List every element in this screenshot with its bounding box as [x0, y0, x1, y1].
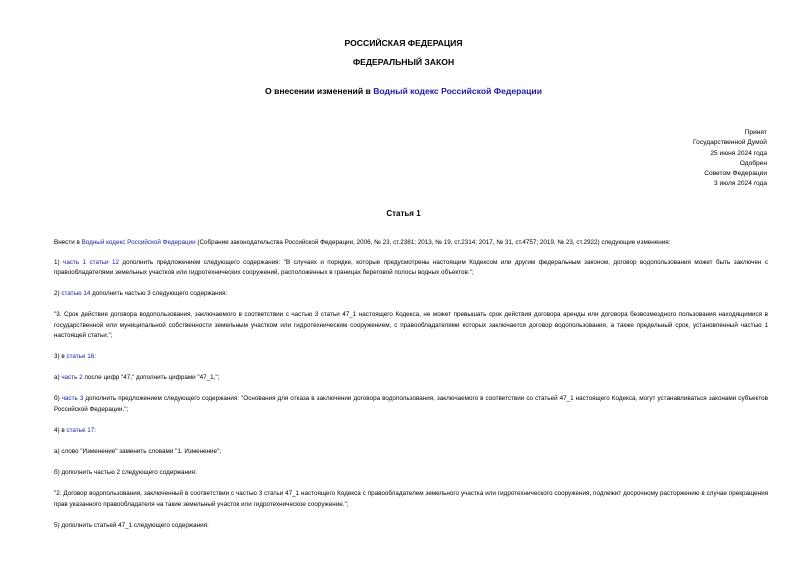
intro-prefix: Внести в	[54, 239, 82, 246]
approved-label: Одобрен	[739, 159, 767, 167]
adopted-date: 25 июня 2024 года	[710, 149, 767, 157]
item-3-colon: :	[94, 352, 96, 360]
adopted-by: Государственной Думой	[693, 139, 767, 147]
adoption-info	[693, 128, 767, 190]
article-heading: Статья 1	[386, 209, 421, 218]
item-2	[54, 289, 768, 299]
item-1	[54, 258, 768, 278]
item-3a-number: а)	[54, 374, 62, 382]
item-3b-number: б)	[54, 395, 62, 403]
adopted-label: Принят	[744, 129, 767, 136]
approved-date: 3 июля 2024 года	[713, 180, 767, 188]
item-4-number: 4) в	[54, 426, 67, 434]
item-4	[54, 426, 768, 436]
item-3b-link[interactable]: часть 3	[61, 395, 84, 403]
item-3a-link[interactable]: часть 2	[61, 374, 83, 382]
item-3-link[interactable]: статье 16	[66, 352, 95, 360]
approved-by: Советом Федерации	[704, 170, 767, 178]
item-2-text: дополнить частью 3 следующего содержания:	[90, 290, 228, 298]
item-1-text: дополнить предложением следующего содержания: "В случаях и порядке, которые предусмотрены настоящим Кодексом или другим федеральным законом, договор водопользования может быть заключен с правообладателями земельных участков или гидротехнических сооружений, расположенных в границах береговой полосы водных объектов.";	[54, 258, 769, 276]
item-3	[54, 352, 768, 362]
item-3-number: 3) в	[54, 352, 67, 360]
article-body	[54, 238, 768, 531]
law-type-heading: ФЕДЕРАЛЬНЫЙ ЗАКОН	[352, 57, 455, 67]
country-heading: РОССИЙСКАЯ ФЕДЕРАЦИЯ	[344, 38, 463, 48]
item-4-colon: :	[94, 426, 96, 434]
item-3b	[54, 394, 768, 414]
item-4a: а) слово "Изменение" заменить словами "1. Изменение";	[54, 447, 222, 455]
law-title	[0, 86, 807, 96]
item-1-link[interactable]: часть 1 статьи 12	[63, 258, 119, 266]
item-4b: б) дополнить частью 2 следующего содержания:	[54, 469, 197, 477]
intro-paragraph	[54, 238, 768, 248]
item-5: 5) дополнить статьей 47_1 следующего содержания:	[54, 521, 209, 529]
law-title-prefix: О внесении изменений в	[265, 86, 374, 96]
intro-rest: (Собрание законодательства Российской Федерации, 2006, № 23, ст.2381; 2013, № 19, ст.2314; 2017, № 31, ст.4757; 2019, № 23, ст.2922) следующие изменения:	[195, 239, 671, 246]
item-2-link[interactable]: статью 14	[61, 290, 91, 298]
item-3a	[54, 373, 768, 383]
intro-water-code-link[interactable]: Водный кодекс Российской Федерации	[81, 239, 196, 246]
item-4b-quote: "2. Договор водопользования, заключенный в соответствии с частью 3 статьи 47_1 настоящего Кодекса с правообладателем земельного участка или гидротехнического сооружения, подлежит досрочному расторжению в случае прекращения прав указанного правообладателя на такие земельный участок или гидротехническое сооружение.";	[54, 490, 768, 508]
item-4-link[interactable]: статье 17	[66, 426, 95, 434]
item-2-quote: "3. Срок действия договора водопользования, заключаемого в соответствии с частью 3 статьи 47_1 настоящего Кодекса, не может превышать срок действия договора аренды или договора безвозмездного пользования находящимися в государственной или муниципальной собственности земельным участком или гидротехническим сооружением, с правообладателями которых заключается договор водопользования, а также предельный срок, установленный частью 1 настоящей статьи.";	[54, 311, 768, 339]
item-3a-text: после цифр "47," дополнить цифрами "47_1,";	[82, 374, 220, 382]
item-3b-text: дополнить предложением следующего содержания: "Основания для отказа в заключении договора водопользования, заключаемого в соответствии со статьей 47_1 настоящего Кодекса, могут устанавливаться законами субъектов Российской Федерации.";	[54, 395, 768, 413]
water-code-link[interactable]: Водный кодекс Российской Федерации	[373, 86, 542, 96]
item-1-number: 1)	[54, 258, 64, 266]
item-2-number: 2)	[54, 290, 62, 298]
